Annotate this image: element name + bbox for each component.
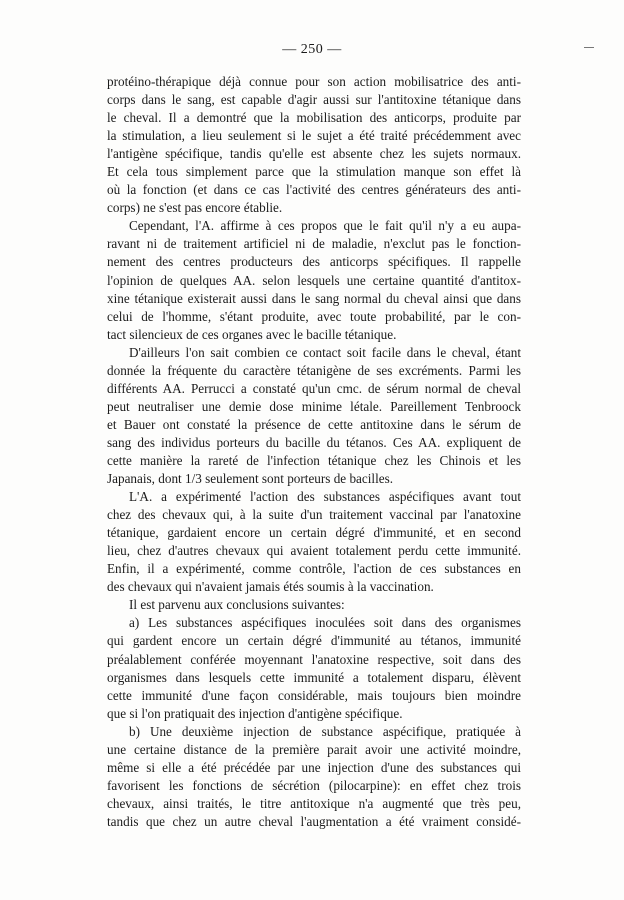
text-line: cette immunité d'une façon considérable, mais toujours bien moindre — [107, 687, 521, 703]
text-line: que si l'on pratiquait des injection d'antigène spécifique. — [107, 705, 403, 721]
text-line: favorisent les fonctions de sécrétion (pilocarpine): en effet chez trois — [107, 777, 521, 793]
text-line: nement des centres producteurs des anticorps spécifiques. Il rappelle — [107, 254, 521, 270]
text-line: cette manière la rareté de l'infection tétanique chez les Chinois et les — [107, 452, 521, 468]
text-line: même si elle a été précédée par une injection d'une des substances qui — [107, 759, 521, 775]
text-line: des chevaux qui n'avaient jamais étés soumis à la vaccination. — [107, 579, 434, 595]
text-line: Japanais, dont 1/3 seulement sont porteurs de bacilles. — [107, 471, 394, 487]
text-line: et Bauer ont constaté la présence de cette antitoxine dans le sérum de — [107, 416, 521, 432]
text-line: L'A. a expérimenté l'action des substances aspécifiques avant tout — [129, 489, 521, 505]
margin-mark — [584, 47, 594, 48]
text-line: protéino-thérapique déjà connue pour son action mobilisatrice des anti- — [107, 74, 521, 89]
text-line: l'opinion de quelques AA. selon lesquels une certaine quantité d'antitox- — [107, 272, 521, 288]
text-line: tandis que chez un autre cheval l'augmentation a été vraiment considé- — [107, 813, 521, 829]
text-line: la stimulation, a lieu seulement si le sujet a été traité précédemment avec — [107, 128, 521, 144]
text-line: celui de l'homme, s'étant produite, avec toute probabilité, par le con- — [107, 308, 521, 324]
text-line: préalablement conférée moyennant l'anatoxine respective, soit dans des — [107, 651, 521, 667]
text-line: corps dans le sang, est capable d'agir aussi sur l'antitoxine tétanique dans — [107, 92, 521, 108]
text-line: sang des individus porteurs du bacille du tétanos. Ces AA. expliquent de — [107, 434, 521, 450]
text-line: ravant ni de traitement artificiel ni de maladie, n'exclut pas le fonction- — [107, 236, 521, 252]
text-line: Et cela tous simplement parce que la stimulation manque son effet là — [107, 164, 521, 180]
text-line: xine tétanique existerait aussi dans le sang normal du cheval ainsi que dans — [107, 290, 521, 306]
text-line: l'antigène spécifique, tandis qu'elle est absente chez les sujets normaux. — [107, 146, 521, 162]
text-line: Enfin, il a expérimenté, comme contrôle, l'action de ces substances en — [107, 561, 521, 577]
text-line: chevaux, ainsi traités, le titre antitoxique n'a augmenté que très peu, — [107, 795, 521, 811]
body-text — [107, 73, 521, 831]
text-line: Cependant, l'A. affirme à ces propos que le fait qu'il n'y a eu aupa- — [129, 218, 521, 234]
text-line: le cheval. Il a demontré que la mobilisation des anticorps, produite par — [107, 110, 521, 126]
page-number: — 250 — — [282, 42, 342, 57]
text-line: b) Une deuxième injection de substance aspécifique, pratiquée à — [129, 723, 521, 739]
text-line: tétanique, gardaient encore un certain dégré d'immunité, et en second — [107, 525, 521, 541]
text-line: D'ailleurs l'on sait combien ce contact soit facile dans le cheval, étant — [129, 344, 521, 360]
text-line: où la fonction (et dans ce cas l'activité des centres générateurs des anti- — [107, 182, 521, 198]
text-line: peut neutraliser une demie dose minime létale. Pareillement Tenbroock — [107, 398, 521, 414]
text-line: lieu, chez d'autres chevaux qui avaient totalement perdu cette immunité. — [107, 543, 521, 559]
text-line: Il est parvenu aux conclusions suivantes: — [129, 597, 345, 613]
text-line: organismes dans lesquels cette immunité a totalement disparu, élèvent — [107, 669, 521, 685]
text-line: a) Les substances aspécifiques inoculées soit dans des organismes — [129, 615, 521, 631]
text-line: donnée la fréquente du caractère tétanigène de ses excréments. Parmi les — [107, 362, 521, 378]
text-line: chez des chevaux qui, à la suite d'un traitement vaccinal par l'anatoxine — [107, 507, 521, 523]
text-line: corps) ne s'est pas encore établie. — [107, 200, 283, 216]
text-line: qui gardent encore un certain dégré d'immunité au tétanos, immunité — [107, 633, 521, 649]
text-line: une certaine distance de la première parait avoir une activité moindre, — [107, 741, 521, 757]
text-line: différents AA. Perrucci a constaté qu'un cmc. de sérum normal de cheval — [107, 380, 521, 396]
text-line: tact silencieux de ces organes avec le bacille tétanique. — [107, 326, 397, 342]
